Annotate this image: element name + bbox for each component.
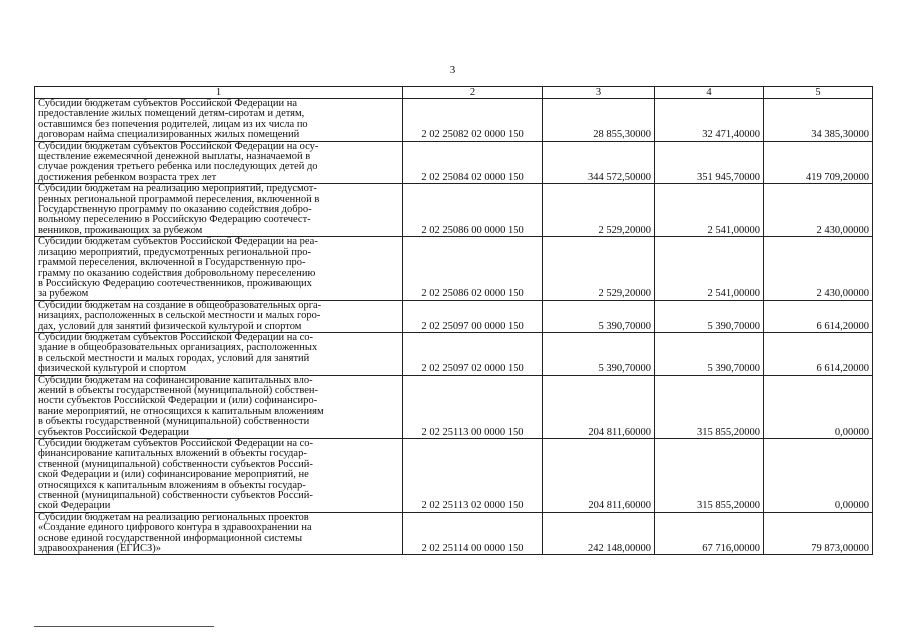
description-line: Субсидии бюджетам субъектов Российской Федерации на реа- (38, 236, 318, 248)
description-line: в сельской местности и малых городах, условий для занятий (38, 352, 310, 364)
table-row (35, 141, 873, 184)
footnote-divider (34, 626, 214, 627)
description-line: здание в общеобразовательных организациях, расположенных (38, 342, 318, 354)
description-line: Субсидии бюджетам на реализацию мероприятий, предусмот- (38, 183, 317, 195)
row-description (35, 99, 403, 142)
amount-col-4: 5 390,70000 (655, 300, 764, 332)
amount-col-4: 315 855,20000 (655, 375, 764, 438)
column-header: 4 (655, 87, 764, 99)
table-row (35, 99, 873, 142)
budget-classification-code: 2 02 25097 00 0000 150 (403, 300, 543, 332)
row-description (35, 141, 403, 184)
column-header: 5 (764, 87, 873, 99)
description-line: финансирование капитальных вложений в объекты государ- (38, 448, 307, 460)
description-line: ственной (муниципальной) собственности субъектов Россий- (38, 458, 313, 470)
description-line: ской Федерации (38, 500, 111, 512)
amount-col-3: 28 855,30000 (543, 99, 655, 142)
budget-classification-code: 2 02 25113 00 0000 150 (403, 375, 543, 438)
description-line: основе единой государственной информационной системы (38, 532, 303, 544)
description-line: лизацию мероприятий, предусмотренных региональной про- (38, 246, 311, 258)
description-line: вание мероприятий, не относящихся к капитальным вложениям (38, 405, 324, 417)
budget-classification-code: 2 02 25113 02 0000 150 (403, 439, 543, 513)
amount-col-5: 2 430,00000 (764, 237, 873, 300)
description-line: предоставление жилых помещений детям-сиротам и детям, (38, 108, 305, 120)
row-description (35, 184, 403, 237)
table-row (35, 439, 873, 513)
amount-col-5: 6 614,20000 (764, 300, 873, 332)
amount-col-5: 419 709,20000 (764, 141, 873, 184)
amount-col-4: 315 855,20000 (655, 439, 764, 513)
row-description (35, 512, 403, 555)
description-line: здравоохранения (ЕГИСЗ)» (38, 543, 162, 555)
amount-col-4: 5 390,70000 (655, 332, 764, 375)
amount-col-5: 6 614,20000 (764, 332, 873, 375)
column-header: 1 (35, 87, 403, 99)
amount-col-3: 5 390,70000 (543, 300, 655, 332)
budget-classification-code: 2 02 25086 00 0000 150 (403, 184, 543, 237)
description-line: ности субъектов Российской Федерации и (или) софинансиро- (38, 395, 318, 407)
description-line: жений в объекты государственной (муниципальной) собствен- (38, 384, 319, 396)
amount-col-3: 242 148,00000 (543, 512, 655, 555)
description-line: субъектов Российской Федерации (38, 426, 190, 438)
column-header: 3 (543, 87, 655, 99)
row-description (35, 439, 403, 513)
budget-classification-code: 2 02 25084 02 0000 150 (403, 141, 543, 184)
table-row (35, 375, 873, 438)
amount-col-3: 2 529,20000 (543, 184, 655, 237)
table-row (35, 300, 873, 332)
row-description (35, 375, 403, 438)
description-line: «Создание единого цифрового контура в здравоохранении на (38, 522, 312, 534)
description-line: ществление ежемесячной денежной выплаты, назначаемой в (38, 151, 311, 163)
description-line: за рубежом (38, 288, 89, 300)
amount-col-3: 344 572,50000 (543, 141, 655, 184)
budget-classification-code: 2 02 25097 02 0000 150 (403, 332, 543, 375)
budget-classification-code: 2 02 25086 02 0000 150 (403, 237, 543, 300)
description-line: низациях, расположенных в сельской местности и малых горо- (38, 310, 321, 322)
description-line: в объекты государственной (муниципальной) собственности (38, 416, 310, 428)
amount-col-5: 2 430,00000 (764, 184, 873, 237)
amount-col-3: 204 811,60000 (543, 375, 655, 438)
table-body (35, 99, 873, 555)
amount-col-4: 2 541,00000 (655, 184, 764, 237)
description-line: случае рождения третьего ребенка или последующих детей до (38, 161, 318, 173)
description-line: Субсидии бюджетам на реализацию региональных проектов (38, 511, 309, 523)
description-line: оставшимся без попечения родителей, лицам из их числа по (38, 118, 308, 130)
description-line: относящихся к капитальным вложениям в объекты государ- (38, 479, 306, 491)
budget-classification-code: 2 02 25082 02 0000 150 (403, 99, 543, 142)
description-line: ской Федерации и (или) софинансирование мероприятий, не (38, 469, 309, 481)
description-line: грамму по оказанию содействия добровольному переселению (38, 267, 316, 279)
description-line: дах, условий для занятий физической культурой и спортом (38, 320, 302, 332)
table-row (35, 237, 873, 300)
description-line: ственной (муниципальной) собственности субъектов Россий- (38, 490, 313, 502)
description-line: Субсидии бюджетам на софинансирование капитальных вло- (38, 374, 313, 386)
row-description (35, 300, 403, 332)
description-line: Субсидии бюджетам субъектов Российской Федерации на со- (38, 438, 314, 449)
description-line: граммой переселения, включенной в Государственную про- (38, 257, 306, 269)
description-line: Субсидии бюджетам субъектов Российской Федерации на со- (38, 331, 314, 343)
amount-col-5: 0,00000 (764, 439, 873, 513)
description-line: договорам найма специализированных жилых помещений (38, 129, 300, 141)
amount-col-5: 0,00000 (764, 375, 873, 438)
budget-table (34, 86, 873, 555)
amount-col-4: 2 541,00000 (655, 237, 764, 300)
column-header: 2 (403, 87, 543, 99)
table-row (35, 512, 873, 555)
amount-col-4: 67 716,00000 (655, 512, 764, 555)
amount-col-5: 79 873,00000 (764, 512, 873, 555)
amount-col-5: 34 385,30000 (764, 99, 873, 142)
row-description (35, 237, 403, 300)
description-line: достижения ребенком возраста трех лет (38, 171, 217, 183)
table-row (35, 332, 873, 375)
description-line: физической культурой и спортом (38, 363, 186, 375)
description-line: Субсидии бюджетам субъектов Российской Федерации на осу- (38, 140, 319, 152)
amount-col-3: 5 390,70000 (543, 332, 655, 375)
row-description (35, 332, 403, 375)
description-line: Государственную программу по оказанию содействия добро- (38, 204, 312, 216)
description-line: вольному переселению в Российскую Федерацию соотечест- (38, 214, 311, 226)
amount-col-4: 351 945,70000 (655, 141, 764, 184)
budget-classification-code: 2 02 25114 00 0000 150 (403, 512, 543, 555)
table-row (35, 184, 873, 237)
header-row (35, 87, 873, 99)
amount-col-3: 2 529,20000 (543, 237, 655, 300)
amount-col-3: 204 811,60000 (543, 439, 655, 513)
description-line: Субсидии бюджетам на создание в общеобразовательных орга- (38, 299, 322, 311)
page-number: 3 (449, 64, 456, 76)
description-line: ренных региональной программой переселения, включенной в (38, 193, 320, 205)
amount-col-4: 32 471,40000 (655, 99, 764, 142)
description-line: Субсидии бюджетам субъектов Российской Федерации на (38, 98, 298, 109)
description-line: венников, проживающих за рубежом (38, 224, 203, 236)
description-line: в Российскую Федерацию соотечественников, проживающих (38, 277, 312, 289)
